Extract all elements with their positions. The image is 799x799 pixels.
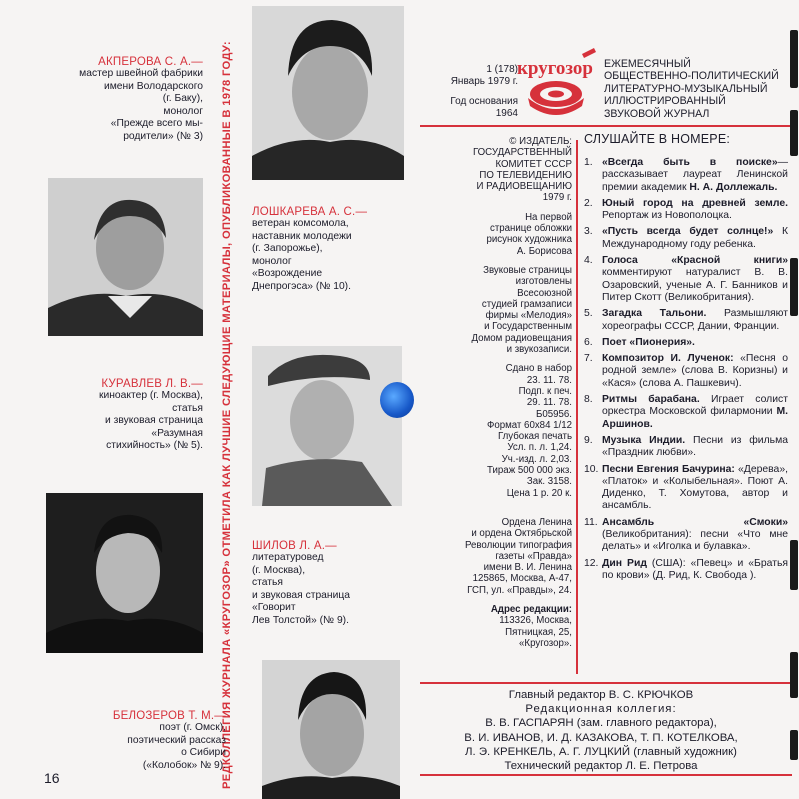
imprint-line: 1979 г. — [542, 192, 572, 204]
editorial-line: Редакционная коллегия: — [525, 703, 677, 716]
portrait-photo-kuravleva-woman — [48, 178, 203, 336]
imprint-line: газеты «Правда» — [495, 550, 572, 562]
description-line: ИЛЛЮСТРИРОВАННЫЙ — [604, 95, 726, 108]
imprint-line: Домом радиовещания — [471, 332, 572, 344]
contents-item-description: Песни из фильма «Праздник любви». — [602, 434, 788, 459]
caption-line: монолог — [252, 255, 292, 267]
contents-item-number: 11. — [584, 516, 598, 528]
contents-item-number: 4. — [584, 255, 593, 267]
contents-title: СЛУШАЙТЕ В НОМЕРЕ: — [584, 132, 731, 146]
edge-tab — [790, 30, 798, 88]
person-belozerov — [40, 710, 226, 772]
person-loshkareva — [252, 206, 412, 294]
logo-text: кругозор — [516, 58, 594, 79]
contents-item-number: 9. — [584, 434, 593, 446]
person-name: ЛОШКАРЕВА А. С.— — [252, 206, 368, 218]
editorial-line: В. И. ИВАНОВ, И. Д. КАЗАКОВА, Т. П. КОТЕЛКОВА, — [464, 731, 738, 744]
description-line: ЛИТЕРАТУРНО-МУЗЫКАЛЬНЫЙ — [604, 82, 768, 95]
imprint-line: Формат 60x84 1/12 — [486, 419, 572, 431]
contents-item — [584, 353, 788, 390]
contents-item-number: 2. — [584, 197, 593, 209]
imprint-line: © ИЗДАТЕЛЬ: — [509, 136, 572, 147]
person-kuravlev — [40, 378, 203, 453]
caption-line: наставник молодежи — [252, 230, 352, 242]
imprint-line: Зак. 3158. — [526, 476, 572, 488]
contents-item — [584, 308, 788, 333]
contents-item — [584, 255, 788, 304]
editorial-line: Главный редактор В. С. КРЮЧКОВ — [508, 689, 694, 701]
contents-item-description: (США): «Певец» и «Братья по крови» (Д. Рид, К. Свобода ). — [602, 557, 788, 581]
contents-item-text — [602, 226, 788, 251]
contents-item-title: Ритмы барабана. — [602, 394, 700, 406]
caption-line: «Разумная — [151, 427, 203, 439]
editorial-line: Технический редактор Л. Е. Петрова — [504, 760, 698, 773]
contents-item-text — [602, 517, 788, 554]
contents-item-description: Играет солист оркестра Московской филармонии — [602, 394, 788, 418]
caption-line: Днепрогэса» (№ 10). — [252, 280, 351, 292]
portrait-photo-shilov — [252, 346, 402, 506]
portrait-photo-kuravlev — [46, 493, 203, 653]
imprint-line: ГОСУДАРСТВЕННЫЙ — [472, 147, 572, 159]
person-name: КУРАВЛЕВ Л. В.— — [101, 378, 203, 390]
person-shilov — [252, 540, 412, 628]
imprint-line: Ордена Ленина — [501, 516, 572, 528]
imprint-line: ПО ТЕЛЕВИДЕНИЮ — [479, 169, 572, 181]
caption-line: (г. Баку), — [162, 93, 203, 105]
address-title: Адрес редакции: — [490, 603, 572, 615]
contents-item-description: комментируют натуралист В. В. Озаровский, ученые А. Г. Банников и Питер Скотт (Великобритания). — [602, 267, 788, 303]
contents-item-number: 6. — [584, 336, 593, 348]
contents-item-number: 7. — [584, 353, 593, 365]
caption-line: и звуковая страница — [252, 589, 350, 601]
caption-line: статья — [172, 402, 203, 414]
edge-tab — [790, 730, 798, 760]
contents-item-title: Юный город на древней земле. — [602, 197, 788, 209]
editorial-line: Л. Э. КРЕНКЕЛЬ, А. Г. ЛУЦКИЙ (главный художник) — [465, 745, 737, 758]
description-line: ЕЖЕМЕСЯЧНЫЙ — [604, 58, 691, 70]
contents-item-text — [602, 198, 788, 223]
magazine-description — [604, 58, 786, 120]
imprint-line: Сдано в набор — [505, 363, 572, 375]
caption-line: («Колобок» № 9). — [142, 759, 226, 771]
portrait-photo-loshkareva — [252, 6, 404, 180]
contents-item — [584, 337, 788, 349]
contents-item — [584, 157, 788, 194]
contents-item-title: Ансамбль «Смоки» — [602, 516, 788, 528]
issue-line: Январь 1979 г. — [450, 76, 518, 87]
contents-item — [584, 198, 788, 223]
caption-line: ветеран комсомола, — [252, 218, 349, 229]
contents-item-text — [602, 435, 788, 460]
contents-item-number: 10. — [584, 463, 599, 475]
imprint-line: 23. 11. 78. — [526, 374, 572, 386]
person-caption — [40, 722, 226, 772]
imprint-line: Подп. к печ. — [518, 385, 572, 397]
issue-line: 1964 — [495, 108, 518, 119]
caption-line: монолог — [163, 105, 203, 117]
contents-item-text — [602, 353, 788, 390]
imprint-line: Тираж 500 000 экз. — [487, 465, 572, 477]
imprint-line: Всесоюзной — [517, 287, 572, 299]
divider-bottom — [420, 682, 792, 684]
krugozor-logo — [512, 48, 598, 118]
contents-item-description: К Международному году ребенка. — [602, 226, 788, 250]
caption-line: Лев Толстой» (№ 9). — [252, 614, 349, 626]
imprint-sound — [426, 265, 572, 355]
divider-top — [420, 125, 792, 127]
imprint-printer — [426, 517, 572, 596]
divider-foot — [420, 774, 792, 776]
person-caption — [40, 68, 203, 144]
caption-line: «Возрождение — [252, 268, 323, 280]
imprint-line: изготовлены — [515, 276, 572, 288]
contents-item — [584, 558, 788, 583]
imprint-line: имени В. И. Ленина — [483, 562, 572, 574]
caption-line: «Прежде всего мы- — [110, 118, 203, 130]
imprint-line: А. Борисова — [516, 245, 572, 257]
vertical-heading — [216, 40, 238, 790]
imprint-line: Пятницкая, 25, — [505, 626, 572, 638]
vertical-heading-text: РЕДКОЛЛЕГИЯ ЖУРНАЛА «КРУГОЗОР» ОТМЕТИЛА КАК ЛУЧШИЕ СЛЕДУЮЩИЕ МАТЕРИАЛЫ, ОПУБЛИКОВАННЫЕ В 1978 ГОДУ: — [221, 40, 233, 790]
imprint-line: рисунок художника — [486, 234, 572, 246]
contents-item-number: 8. — [584, 394, 593, 406]
person-caption — [40, 390, 203, 453]
contents-item-title: Песни Евгения Бачурина: — [602, 463, 735, 475]
imprint-print — [426, 363, 572, 499]
imprint-line: и Государственным — [484, 321, 572, 333]
person-name: ШИЛОВ Л. А.— — [252, 540, 337, 552]
imprint-cover — [426, 212, 572, 257]
caption-line: поэт (г. Омск), — [159, 722, 226, 733]
contents-item-text — [602, 255, 788, 304]
description-line: ЗВУКОВОЙ ЖУРНАЛ — [604, 107, 710, 120]
contents-item-description: Репортаж из Новополоцка. — [602, 210, 732, 222]
caption-line: мастер швейной фабрики — [79, 68, 203, 79]
contents-item-text — [602, 157, 788, 194]
page-number: 16 — [44, 770, 60, 786]
contents-item-title: Музыка Индии. — [602, 434, 686, 446]
caption-line: стихийность» (№ 5). — [106, 440, 203, 452]
contents-item-text — [602, 308, 788, 333]
contents-item-number: 3. — [584, 226, 593, 238]
edge-tab — [790, 258, 798, 316]
contents-item-title: Поет «Пионерия». — [602, 336, 695, 348]
contents-item-description: Размышляют хореографы СССР, Дании, Франции. — [602, 308, 788, 332]
caption-line: поэтический рассказ — [127, 734, 226, 746]
editorial-board — [410, 688, 792, 773]
portrait-photo-belozerov — [262, 660, 400, 799]
contents-item — [584, 464, 788, 513]
issue-line — [420, 88, 518, 96]
caption-line: о Сибири — [181, 747, 226, 759]
contents-item-title: Композитор И. Лученок: — [602, 353, 734, 365]
edge-tab — [790, 110, 798, 156]
issue-info — [420, 64, 518, 120]
description-line: ОБЩЕСТВЕННО-ПОЛИТИЧЕСКИЙ — [604, 70, 779, 83]
imprint-line: И РАДИОВЕЩАНИЮ — [476, 181, 572, 193]
caption-line: и звуковая страница — [105, 415, 203, 427]
contents-item-description: «Дерева», «Платок» и «Колыбельная». Поют А. Диденко, Т. Хомутова, автор и ансамбль. — [602, 463, 789, 512]
contents-item-title: Загадка Тальони. — [602, 308, 707, 320]
contents-item-description: —рассказывает лауреат Ленинской премии академик — [602, 157, 788, 193]
contents-item-title: Голоса «Красной книги» — [602, 255, 788, 267]
imprint-line: Цена 1 р. 20 к. — [506, 487, 572, 499]
contents-item-description: «Песня о родной земле» (слова В. Коризны) и «Кася» (слова А. Пашкевич). — [602, 353, 789, 389]
contents-item-title: «Пусть всегда будет солнце!» — [602, 226, 774, 238]
issue-line: 1 (178) — [486, 64, 518, 75]
editorial-line: В. В. ГАСПАРЯН (зам. главного редактора), — [485, 717, 717, 730]
imprint-line: студией грамзаписи — [481, 298, 572, 310]
person-caption — [252, 552, 412, 628]
contents-item-person: Н. А. Доллежаль. — [689, 181, 778, 193]
imprint-line: Звуковые страницы — [483, 264, 572, 276]
contents-item-number: 5. — [584, 308, 593, 320]
person-name: АКПЕРОВА С. А.— — [98, 56, 203, 68]
contents-item-title: «Всегда быть в поиске» — [602, 157, 778, 168]
imprint-line: Глубокая печать — [497, 431, 572, 443]
imprint-column — [426, 136, 572, 657]
contents-item-number: 12. — [584, 557, 599, 569]
contents-item-number: 1. — [584, 157, 593, 168]
contents-item-text — [602, 337, 788, 349]
contents-item — [584, 394, 788, 431]
imprint-publisher — [426, 136, 572, 204]
imprint-line: Б05956. — [536, 408, 572, 420]
imprint-line: Революции типография — [464, 539, 572, 551]
issue-line: Год основания — [450, 96, 518, 107]
imprint-line: и ордена Октябрьской — [471, 528, 572, 540]
contents-item-title: Дин Рид — [602, 557, 647, 569]
contents-item-person: М. Аршинов. — [602, 406, 788, 430]
person-caption — [252, 218, 412, 294]
caption-line: родители» (№ 3) — [123, 130, 203, 142]
caption-line: (г. Запорожье), — [252, 243, 323, 255]
contents-item-text — [602, 394, 788, 431]
imprint-line: 29. 11. 78. — [526, 397, 572, 409]
blue-sticker-dot — [380, 382, 414, 418]
caption-line: имени Володарского — [103, 80, 203, 92]
person-name: БЕЛОЗЕРОВ Т. М.— — [112, 710, 226, 722]
contents-item-text — [602, 464, 788, 513]
imprint-line: 125865, Москва, А-47, — [472, 573, 572, 585]
edge-tab — [790, 540, 798, 590]
contents-list — [584, 157, 788, 586]
imprint-line: и звукозаписи. — [506, 344, 572, 356]
divider-vertical — [576, 140, 578, 674]
contents-item — [584, 435, 788, 460]
caption-line: литературовед — [252, 552, 324, 563]
caption-line: (г. Москва), — [252, 564, 306, 576]
imprint-line: фирмы «Мелодия» — [485, 310, 572, 322]
imprint-line: КОМИТЕТ СССР — [495, 158, 572, 170]
caption-line: киноактер (г. Москва), — [98, 390, 203, 401]
contents-item — [584, 226, 788, 251]
imprint-address — [426, 604, 572, 649]
imprint-line: 113326, Москва, — [499, 615, 572, 627]
imprint-line: Уч.-изд. л. 2,03. — [501, 453, 572, 465]
imprint-line: На первой — [525, 211, 572, 223]
contents-item-text — [602, 558, 788, 583]
caption-line: статья — [252, 577, 283, 589]
imprint-line: ГСП, ул. «Правды», 24. — [467, 584, 572, 596]
contents-item — [584, 517, 788, 554]
person-akperova — [40, 56, 203, 144]
imprint-line: Усл. п. л. 1,24. — [507, 442, 572, 454]
edge-tab — [790, 652, 798, 698]
caption-line: «Говорит — [252, 602, 296, 614]
imprint-line: «Кругозор». — [519, 637, 572, 649]
imprint-line: странице обложки — [489, 223, 572, 235]
contents-item-description: (Великобритания): песни «Что мне делать» и «Иголка и булавка». — [602, 529, 788, 553]
